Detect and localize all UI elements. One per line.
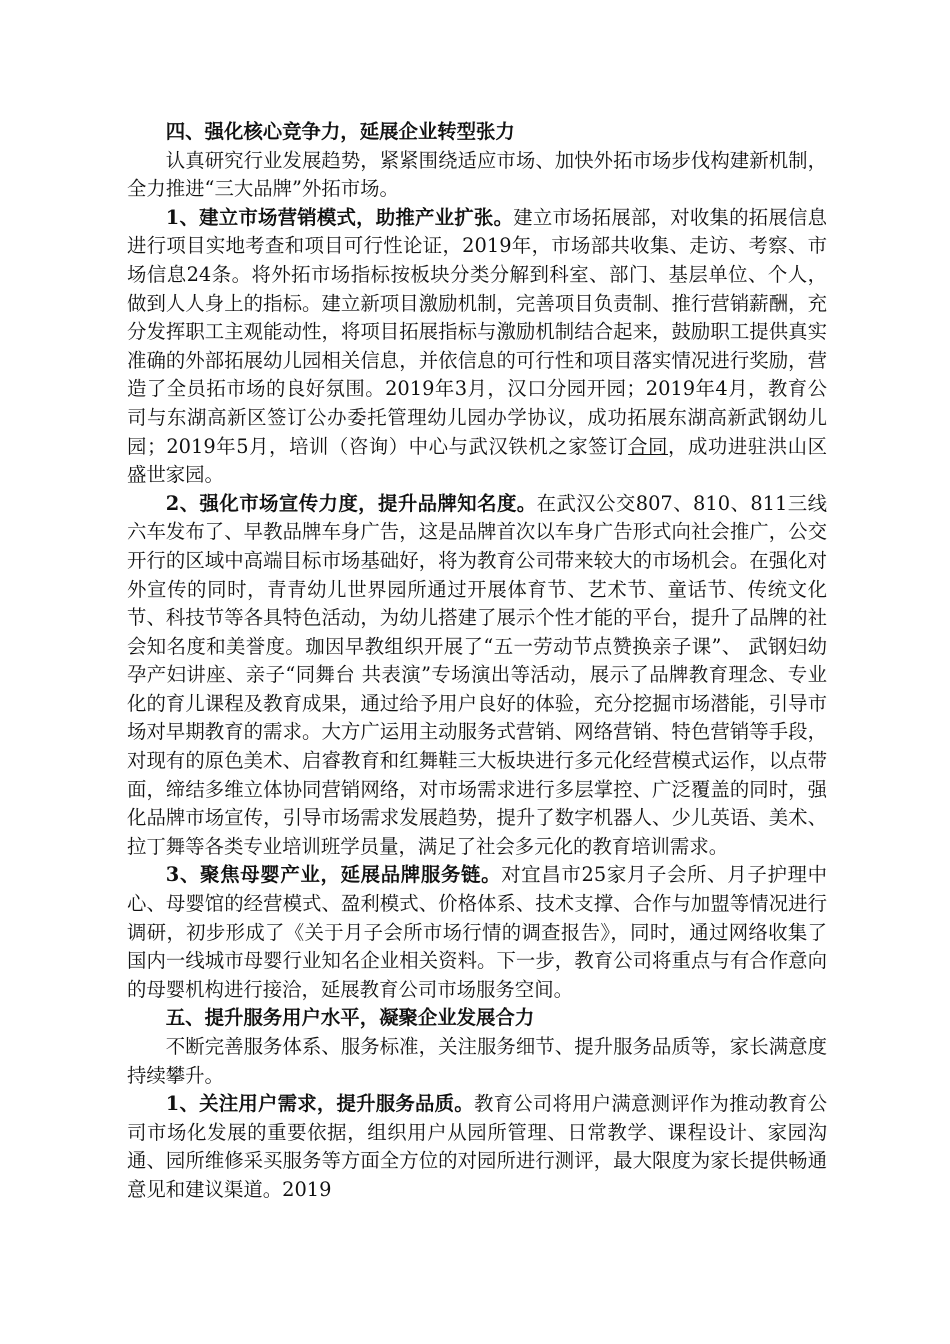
section-4-item-1-body: 建立市场拓展部，对收集的拓展信息进行项目实地考查和项目可行性论证，2019年，市场部共收集、走访、考察、市场信息24条。将外拓市场指标按板块分类分解到科室、部门、基层单位、个人，做到人人身上的指标。建立新项目激励机制，完善项目负责制、推行营销薪酬，充分发挥职工主观能动性，将项目拓展指标与激励机制结合起来，鼓励职工提供真实准确的外部拓展幼儿园相关信息，并依信息的可行性和项目落实情况进行奖励，营造了全员拓市场的良好氛围。2019年3月，汉口分园开园；2019年4月，教育公司与东湖高新区签订公办委托管理幼儿园办学协议，成功拓展东湖高新武钢幼儿园；2019年5月，培训（咨询）中心与武汉铁机之家签订 bbox=[127, 205, 828, 458]
section-4-item-2-body: 在武汉公交807、810、811三线六车发布了、早教品牌车身广告，这是品牌首次以车身广告形式向社会推广，公交开行的区域中高端目标市场基础好，将为教育公司带来较大的市场机会。在强化对外宣传的同时，青青幼儿世界园所通过开展体育节、艺术节、童话节、传统文化节、科技节等各具特色活动，为幼儿搭建了展示个性才能的平台，提升了品牌的社会知名度和美誉度。珈因早教组织开展了“五一劳动节点赞换亲子课”、 武钢妇幼孕产妇讲座、亲子“同舞台 共表演”专场演出等活动，展示了品牌教育理念、专业化的育儿课程及教育成果，通过给予用户良好的体验，充分挖掘市场潜能，引导市场对早期教育的需求。大方广运用主动服务式营销、网络营销、特色营销等手段，对现有的原色美术、启睿教育和红舞鞋三大板块进行多元化经营模式运作，以点带面，缔结多维立体协同营销网络，对市场需求进行多层掌控、广泛覆盖的同时，强化品牌市场宣传，引导市场需求发展趋势，提升了数字机器人、少儿英语、美术、拉丁舞等各类专业培训班学员量，满足了社会多元化的教育培训需求。 bbox=[127, 491, 827, 858]
document-page bbox=[127, 118, 827, 1205]
section-4-intro: 认真研究行业发展趋势，紧紧围绕适应市场、加快外拓市场步伐构建新机制，全力推进“三大品牌”外拓市场。 bbox=[127, 148, 827, 201]
section-4-item-3-lead: 3、聚焦母婴产业，延展品牌服务链。 bbox=[165, 863, 502, 887]
section-5-intro: 不断完善服务体系、服务标准，关注服务细节、提升服务品质等，家长满意度持续攀升。 bbox=[127, 1035, 827, 1087]
section-5-item-1-body: 教育公司将用户满意测评作为推动教育公司市场化发展的重要依据，组织用户从园所管理、日常教学、课程设计、家园沟通、园所维修采买服务等方面全方位的对园所进行测评，最大限度为家长提供畅通意见和建议渠道。2019 bbox=[127, 1092, 827, 1201]
section-4-item-3-body: 对宜昌市25家月子会所、月子护理中心、母婴馆的经营模式、盈利模式、价格体系、技术支撑、合作与加盟等情况进行调研，初步形成了《关于月子会所市场行情的调查报告》，同时，通过网络收集了国内一线城市母婴行业知名企业相关资料。下一步，教育公司将重点与有合作意向的母婴机构进行接洽，延展教育公司市场服务空间。 bbox=[127, 863, 827, 1001]
section-4-item-2 bbox=[127, 490, 827, 862]
section-5-heading: 五、提升服务用户水平，凝聚企业发展合力 bbox=[165, 1006, 535, 1030]
section-4-item-1-body-end: ，成功进驻洪山区盛世家园。 bbox=[127, 434, 828, 487]
section-4-item-1-lead: 1、建立市场营销模式，助推产业扩张。 bbox=[165, 205, 514, 229]
section-5-item-1 bbox=[127, 1090, 827, 1204]
section-4-item-1 bbox=[127, 204, 827, 490]
section-4-heading: 四、强化核心竞争力，延展企业转型张力 bbox=[165, 120, 515, 143]
contract-link[interactable]: 合同 bbox=[628, 434, 668, 458]
section-4-item-3 bbox=[127, 861, 827, 1004]
section-5-item-1-lead: 1、关注用户需求，提升服务品质。 bbox=[165, 1092, 474, 1116]
section-4-item-2-lead: 2、强化市场宣传力度，提升品牌知名度。 bbox=[165, 491, 537, 515]
